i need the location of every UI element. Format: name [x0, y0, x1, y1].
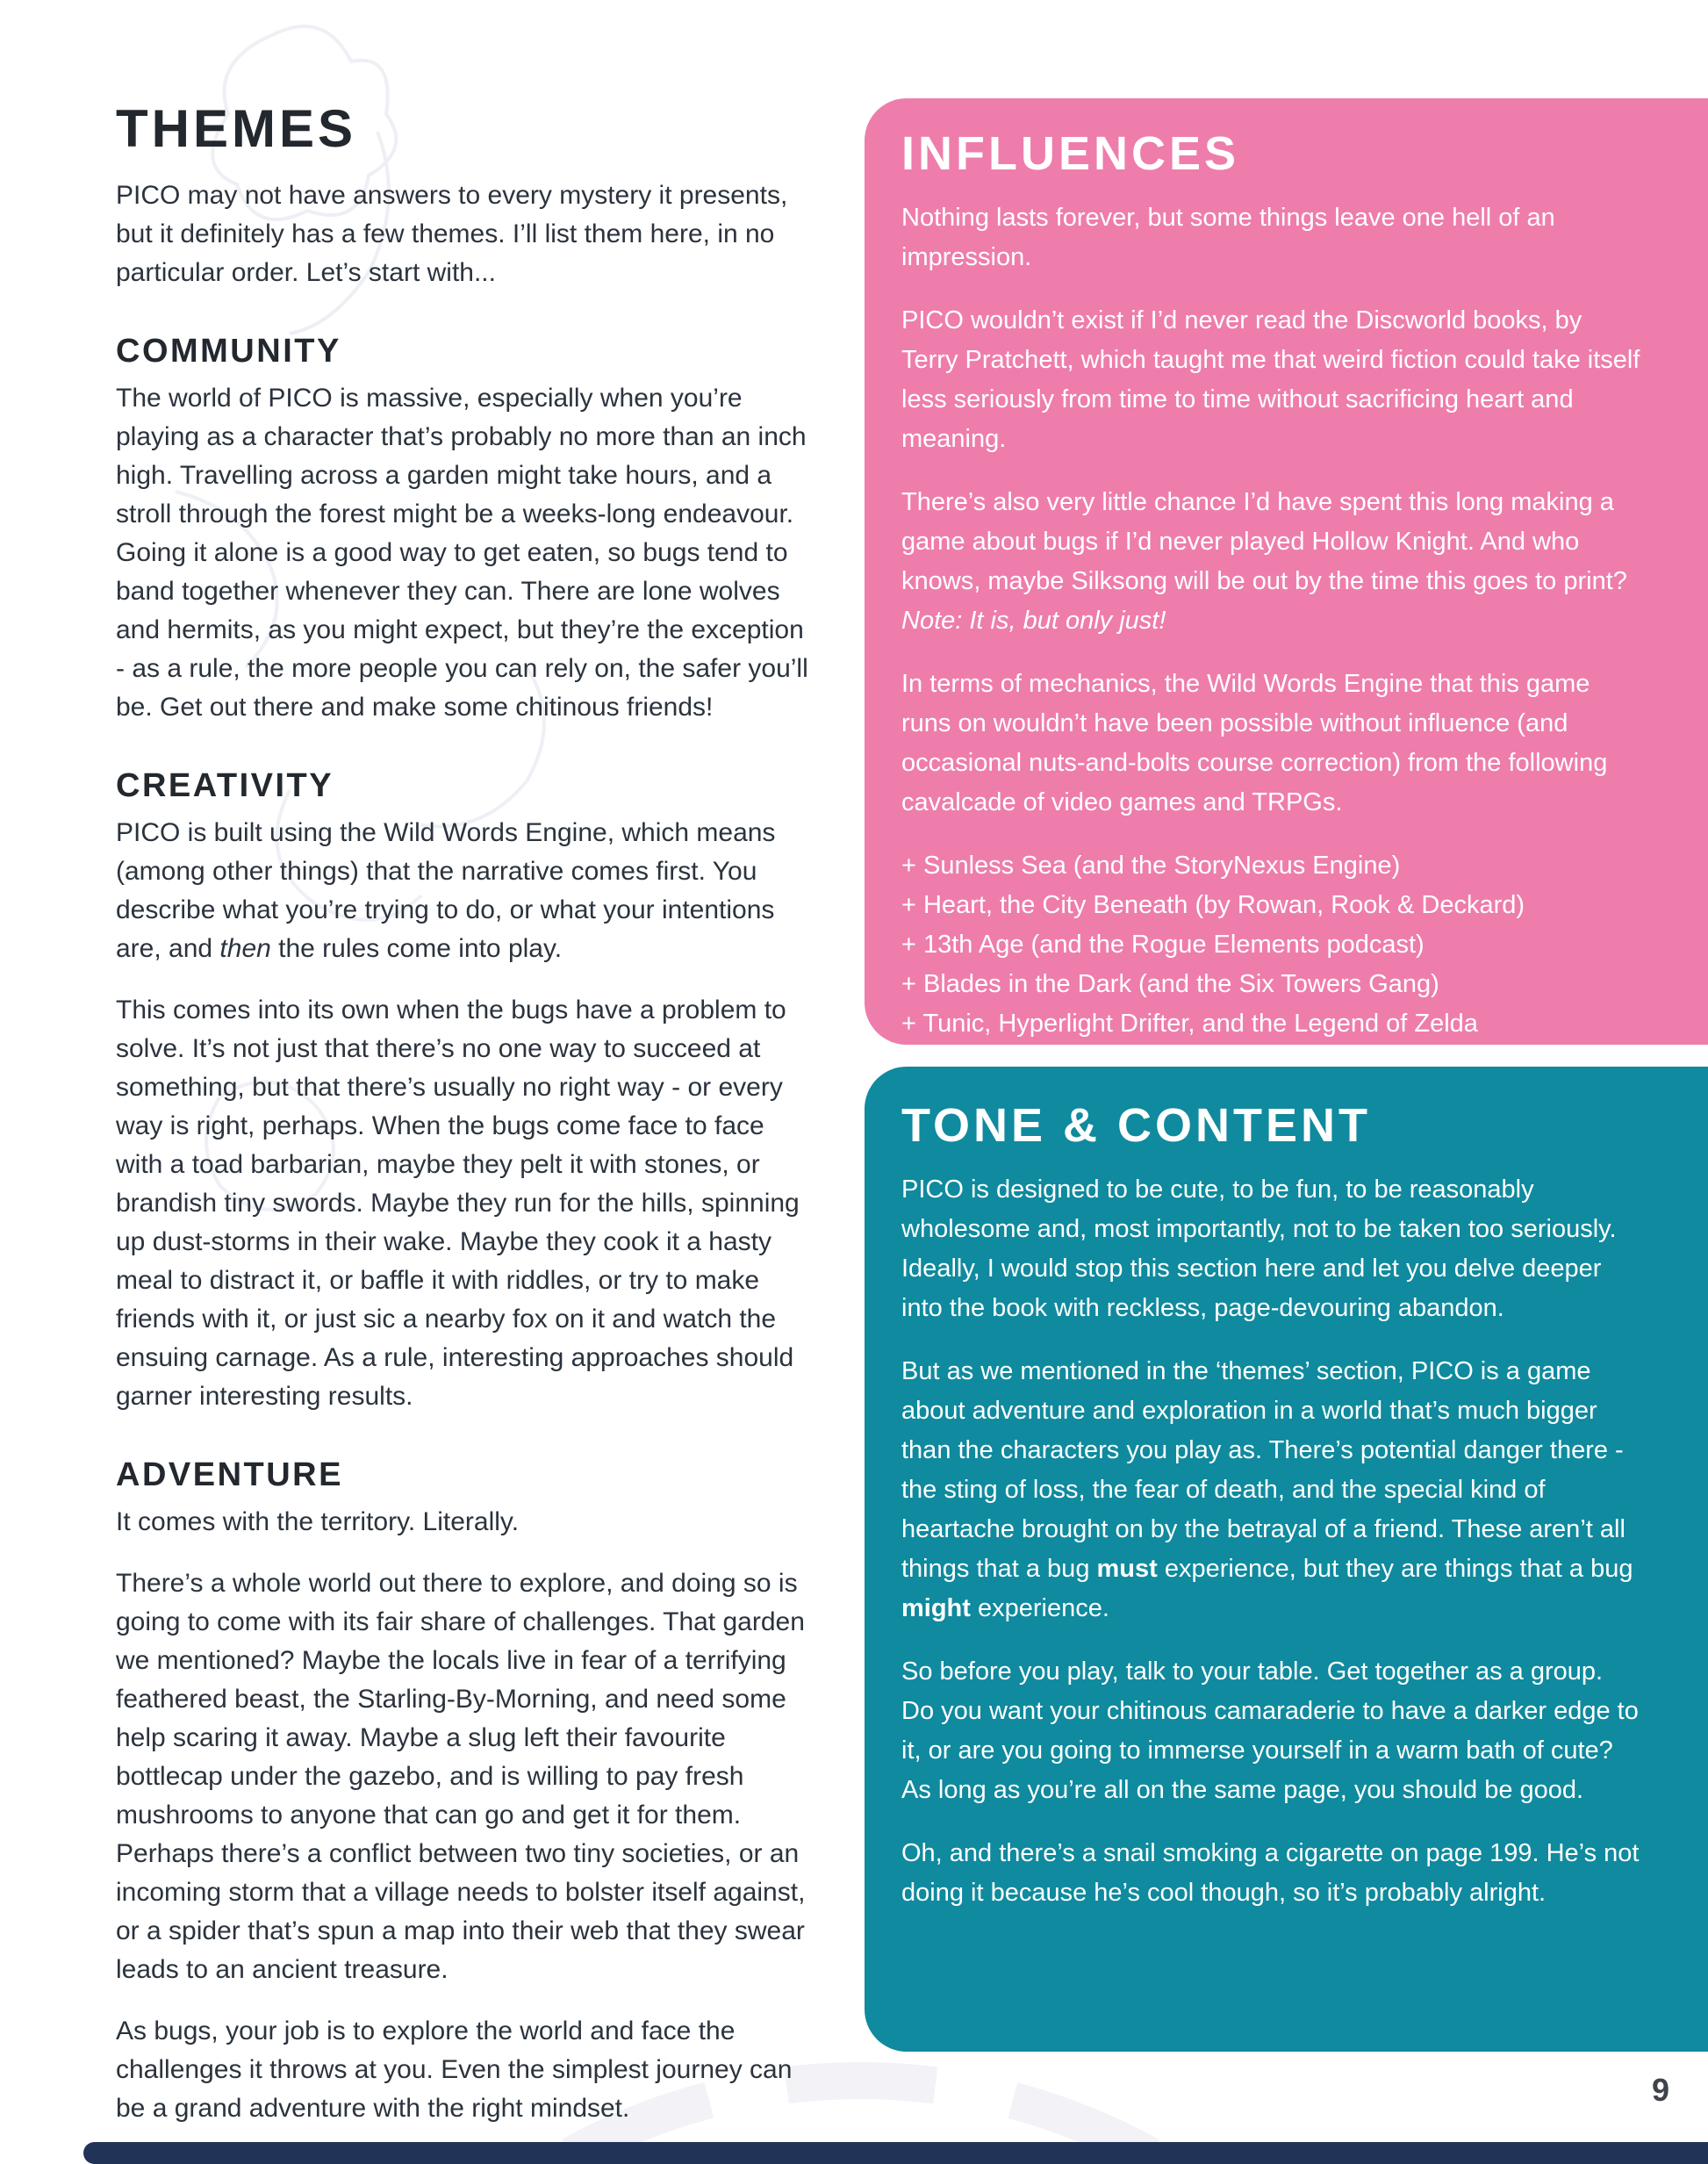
influence-list-item: + Blades in the Dark (and the Six Towers Gang) [901, 970, 1439, 998]
section-community [116, 333, 809, 727]
adventure-heading: ADVENTURE [116, 1456, 343, 1493]
text-run: must [1096, 1555, 1158, 1583]
adventure-paragraph-2: There’s a whole world out there to explore, and doing so is going to come with its fair share of challenges. That garden we mentioned? Maybe the locals live in fear of a terrifying feathered beast, the Starling-By-Morning, and need some help scaring it away. Maybe a slug left their favourite bottlecap under the gazebo, and is willing to pay fresh mushrooms to anyone that can go and get it for them. Perhaps there’s a conflict between two tiny societies, or an incoming storm that a village needs to bolster itself against, or a spider that’s spun a map into their web that they swear leads to an ancient treasure. [116, 1569, 806, 1984]
influences-paragraph-4: In terms of mechanics, the Wild Words Engine that this game runs on wouldn’t have been possible without influence (and occasional nuts-and-bolts course correction) from the following cavalcade of video games and TRPGs. [901, 670, 1608, 816]
footer-bar [83, 2142, 1708, 2164]
creativity-paragraph-1 [116, 814, 809, 968]
text-run: But as we mentioned in the ‘themes’ section, PICO is a game about adventure and exploration in a world that’s much bigger than the characters you play as. There’s potential danger there - the sting of loss, the fear of death, and the special kind of heartache brought on by the betrayal of a friend. These aren’t all things that a bug [901, 1357, 1625, 1583]
influence-list-item: + Heart, the City Beneath (by Rowan, Rook & Deckard) [901, 891, 1525, 919]
tone-content-box [865, 1067, 1708, 2052]
themes-intro: PICO may not have answers to every mystery it presents, but it definitely has a few themes. I’ll list them here, in no particular order. Let’s start with... [116, 181, 788, 287]
adventure-paragraph-1: It comes with the territory. Literally. [116, 1507, 520, 1536]
influences-paragraph-3 [901, 483, 1641, 641]
tone-paragraph-3: So before you play, talk to your table. Get together as a group. Do you want your chitinous camaraderie to have a darker edge to it, or are you going to immerse yourself in a warm bath of cute? As long as you’re all on the same page, you should be good. [901, 1657, 1639, 1804]
influence-list-item: + 13th Age (and the Rogue Elements podcast) [901, 931, 1425, 959]
text-run: then [219, 934, 271, 963]
page-number: 9 [1651, 2072, 1669, 2108]
tone-paragraph-1: PICO is designed to be cute, to be fun, to be reasonably wholesome and, most importantly, not to be taken too seriously. Ideally, I would stop this section here and let you delve deeper into the book with reckless, page-devouring abandon. [901, 1175, 1617, 1322]
themes-column [116, 98, 809, 2128]
text-run: might [901, 1594, 971, 1622]
text-run: experience. [970, 1594, 1109, 1622]
influences-paragraph-1: Nothing lasts forever, but some things leave one hell of an impression. [901, 204, 1555, 271]
tone-paragraph-4: Oh, and there’s a snail smoking a cigarette on page 199. He’s not doing it because he’s cool though, so it’s probably alright. [901, 1839, 1640, 1907]
section-creativity [116, 767, 809, 1416]
text-run: the rules come into play. [270, 934, 563, 963]
influences-title: INFLUENCES [901, 127, 1240, 180]
influence-list-item: + Tunic, Hyperlight Drifter, and the Legend of Zelda [901, 1010, 1478, 1038]
section-adventure [116, 1456, 809, 2128]
community-heading: COMMUNITY [116, 333, 341, 370]
adventure-paragraph-3: As bugs, your job is to explore the world and face the challenges it throws at you. Even the simplest journey can be a grand adventure with the right mindset. [116, 2017, 793, 2123]
influence-list-item: + Sunless Sea (and the StoryNexus Engine) [901, 852, 1401, 880]
creativity-paragraph-2: This comes into its own when the bugs have a problem to solve. It’s not just that there’s no one way to succeed at something, but that there’s usually no right way - or every way is right, perhaps. When the bugs come face to face with a toad barbarian, maybe they pelt it with stones, or brandish tiny swords. Maybe they run for the hills, spinning up dust-storms in their wake. Maybe they cook it a hasty meal to distract it, or baffle it with riddles, or try to make friends with it, or just sic a nearby fox on it and watch the ensuing carnage. As a rule, interesting approaches should garner interesting results. [116, 996, 800, 1411]
themes-title: THEMES [116, 99, 357, 158]
text-run: Note: It is, but only just! [901, 607, 1166, 635]
community-paragraph: The world of PICO is massive, especially when you’re playing as a character that’s probably no more than an inch high. Travelling across a garden might take hours, and a stroll through the forest might be a weeks-long endeavour. Going it alone is a good way to get eaten, so bugs tend to band together whenever they can. There are lone wolves and hermits, as you might expect, but they’re the exception - as a rule, the more people you can rely on, the safer you’ll be. Get out there and make some chitinous friends! [116, 384, 808, 722]
influences-paragraph-2: PICO wouldn’t exist if I’d never read the Discworld books, by Terry Pratchett, which taught me that weird fiction could take itself less seriously from time to time without sacrificing heart and meaning. [901, 306, 1640, 453]
text-run: PICO is built using the Wild Words Engine, which means (among other things) that the narrative comes first. You describe what you’re trying to do, or what your intentions are, and [116, 818, 776, 963]
influences-box [865, 98, 1708, 1045]
text-run: There’s also very little chance I’d have spent this long making a game about bugs if I’d never played Hollow Knight. And who knows, maybe Silksong will be out by the time this goes to print? [901, 488, 1627, 595]
influences-list [901, 846, 1641, 1044]
tone-paragraph-2 [901, 1352, 1641, 1628]
text-run: experience, but they are things that a bug [1157, 1555, 1633, 1583]
creativity-heading: CREATIVITY [116, 767, 334, 804]
tone-content-title: TONE & CONTENT [901, 1099, 1372, 1152]
